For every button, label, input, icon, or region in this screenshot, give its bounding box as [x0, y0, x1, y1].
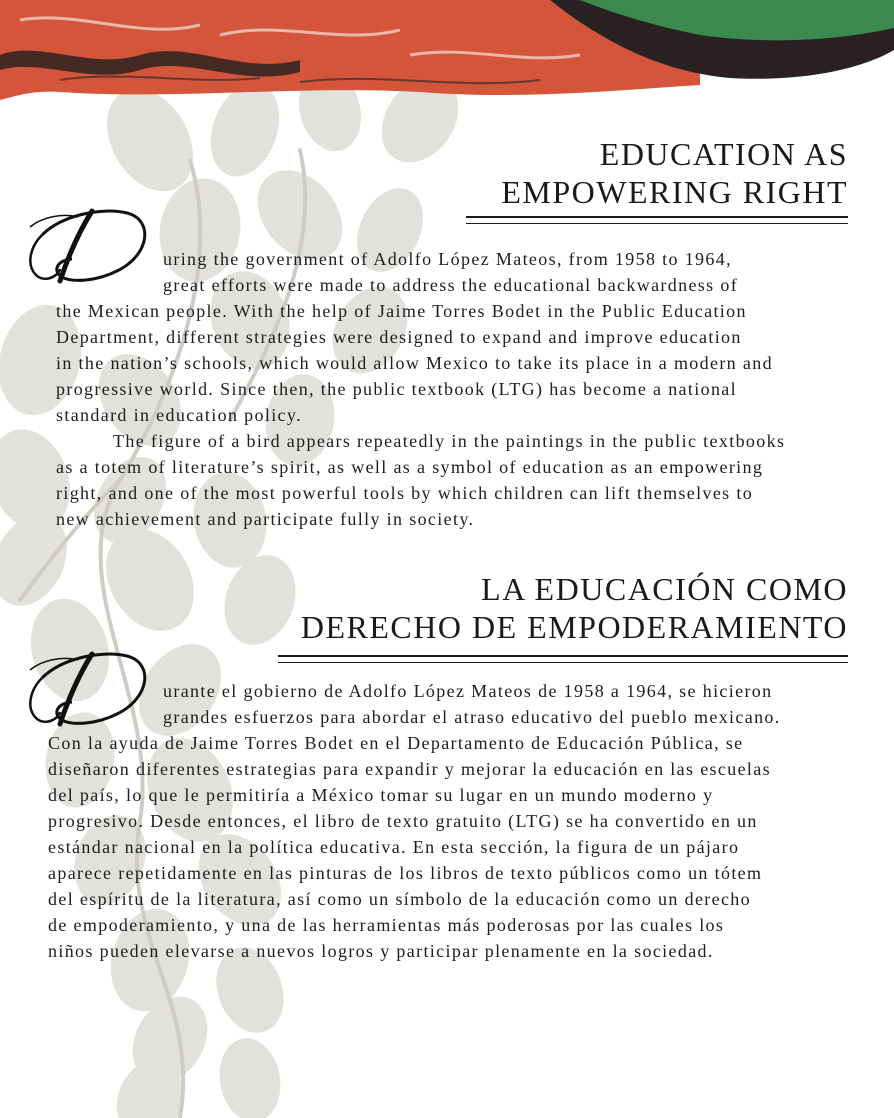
spanish-line: Con la ayuda de Jaime Torres Bodet en el Departamento de Educación Pública, se [48, 733, 744, 753]
spanish-line: grandes esfuerzos para abordar el atraso educativo del pueblo mexicano. [163, 707, 781, 727]
english-p2-line: new achievement and participate fully in society. [56, 509, 475, 529]
spanish-heading [301, 570, 848, 646]
english-p1-line: uring the government of Adolfo López Mateos, from 1958 to 1964, [163, 249, 732, 269]
spanish-line: de empoderamiento, y una de las herramientas más poderosas por las cuales los [48, 915, 725, 935]
spanish-line: aparece repetidamente en las pinturas de los libros de texto públicos como un tótem [48, 863, 763, 883]
english-p1-line: great efforts were made to address the educational backwardness of [163, 275, 739, 295]
english-p2-line: The figure of a bird appears repeatedly in the paintings in the public textbooks [113, 431, 786, 451]
spanish-line: del país, lo que le permitiría a México tomar su lugar en un mundo moderno y [48, 785, 714, 805]
english-p2-line: right, and one of the most powerful tools by which children can lift themselves to [56, 483, 754, 503]
english-p1-line: in the nation’s schools, which would allow Mexico to take its place in a modern and [56, 353, 773, 373]
spanish-line: estándar nacional en la política educativa. En esta sección, la figura de un pájaro [48, 837, 740, 857]
spanish-line: niños pueden elevarse a nuevos logros y participar plenamente en la sociedad. [48, 941, 714, 961]
english-heading-line-1: EDUCATION AS [599, 136, 848, 172]
spanish-line: urante el gobierno de Adolfo López Mateos de 1958 a 1964, se hicieron [163, 681, 773, 701]
spanish-paragraph [48, 678, 781, 964]
english-p2-line: as a totem of literature’s spirit, as well as a symbol of education as an empowering [56, 457, 764, 477]
spanish-line: progresivo. Desde entonces, el libro de texto gratuito (LTG) se ha convertido en un [48, 811, 758, 831]
spanish-heading-divider [278, 655, 848, 663]
english-heading-line-2: EMPOWERING RIGHT [501, 174, 848, 210]
spanish-line: diseñaron diferentes estrategias para expandir y mejorar la educación en las escuelas [48, 759, 771, 779]
english-p1-line: progressive world. Since then, the public textbook (LTG) has become a national [56, 379, 737, 399]
spanish-heading-line-1: LA EDUCACIÓN COMO [481, 571, 848, 607]
spanish-line: del espíritu de la literatura, así como un símbolo de la educación como un derecho [48, 889, 752, 909]
english-heading [501, 135, 848, 211]
english-p1-line: the Mexican people. With the help of Jaime Torres Bodet in the Public Education [56, 301, 747, 321]
english-heading-divider [466, 216, 848, 224]
english-p1-line: standard in education policy. [56, 405, 302, 425]
english-paragraph-2 [56, 428, 785, 532]
spanish-heading-line-2: DERECHO DE EMPODERAMIENTO [300, 609, 848, 645]
english-p1-line: Department, different strategies were designed to expand and improve education [56, 327, 742, 347]
painted-banner [0, 0, 894, 100]
english-paragraph-1 [56, 246, 773, 428]
